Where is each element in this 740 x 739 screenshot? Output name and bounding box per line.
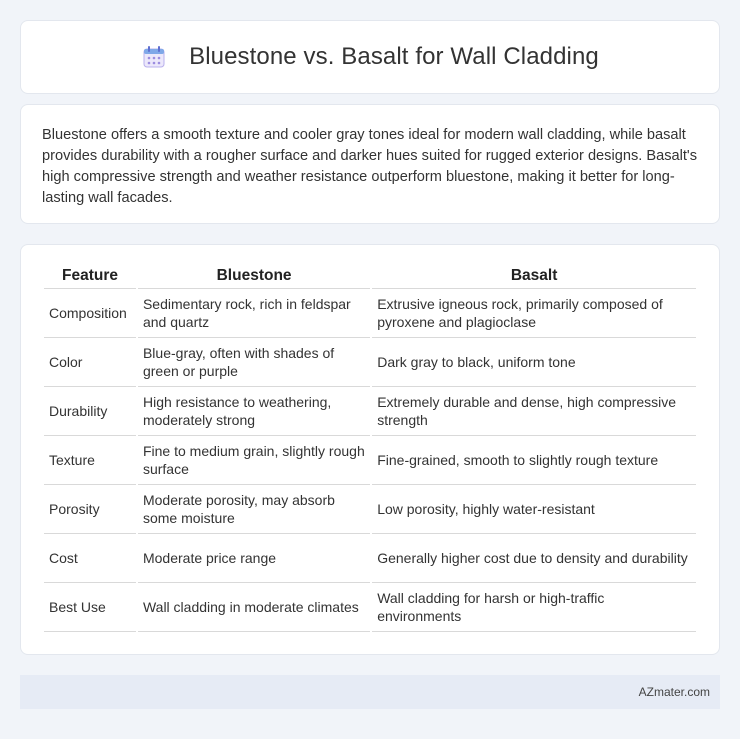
footer-site-link[interactable]: AZmater.com bbox=[638, 685, 710, 699]
calendar-icon bbox=[141, 44, 167, 70]
feature-cell: Composition bbox=[44, 289, 136, 338]
feature-cell: Color bbox=[44, 338, 136, 387]
intro-text: Bluestone offers a smooth texture and cooler gray tones ideal for modern wall cladding, while basalt provides durability with a rougher surface and darker hues suited for rugged exterior designs. Basalt's high compressive strength and weather resistance outperform bluestone, making it better for long-lasting wall facades. bbox=[42, 127, 697, 206]
header-bluestone: Bluestone bbox=[138, 263, 370, 289]
header-basalt: Basalt bbox=[372, 263, 696, 289]
basalt-cell: Extrusive igneous rock, primarily composed of pyroxene and plagioclase bbox=[372, 289, 696, 338]
comparison-table bbox=[42, 263, 698, 632]
bluestone-cell: Blue-gray, often with shades of green or purple bbox=[138, 338, 370, 387]
bluestone-cell: Moderate porosity, may absorb some moisture bbox=[138, 485, 370, 534]
basalt-cell: Extremely durable and dense, high compressive strength bbox=[372, 387, 696, 436]
table-row bbox=[44, 387, 696, 436]
table-row bbox=[44, 289, 696, 338]
bluestone-cell: Sedimentary rock, rich in feldspar and quartz bbox=[138, 289, 370, 338]
feature-cell: Texture bbox=[44, 436, 136, 485]
bluestone-cell: Wall cladding in moderate climates bbox=[138, 583, 370, 632]
basalt-cell: Wall cladding for harsh or high-traffic environments bbox=[372, 583, 696, 632]
feature-cell: Porosity bbox=[44, 485, 136, 534]
feature-cell: Best Use bbox=[44, 583, 136, 632]
basalt-cell: Dark gray to black, uniform tone bbox=[372, 338, 696, 387]
table-row bbox=[44, 436, 696, 485]
table-row bbox=[44, 338, 696, 387]
basalt-cell: Generally higher cost due to density and durability bbox=[372, 534, 696, 583]
table-row bbox=[44, 485, 696, 534]
header-feature: Feature bbox=[44, 263, 136, 289]
intro-card bbox=[20, 104, 720, 224]
bluestone-cell: Fine to medium grain, slightly rough surface bbox=[138, 436, 370, 485]
page-title: Bluestone vs. Basalt for Wall Cladding bbox=[189, 43, 599, 70]
table-header-row bbox=[44, 263, 696, 289]
bluestone-cell: Moderate price range bbox=[138, 534, 370, 583]
bluestone-cell: High resistance to weathering, moderately strong bbox=[138, 387, 370, 436]
comparison-card bbox=[20, 244, 720, 655]
table-row bbox=[44, 534, 696, 583]
title-card bbox=[20, 20, 720, 94]
basalt-cell: Fine-grained, smooth to slightly rough texture bbox=[372, 436, 696, 485]
table-row bbox=[44, 583, 696, 632]
feature-cell: Durability bbox=[44, 387, 136, 436]
basalt-cell: Low porosity, highly water-resistant bbox=[372, 485, 696, 534]
footer bbox=[20, 675, 720, 709]
feature-cell: Cost bbox=[44, 534, 136, 583]
